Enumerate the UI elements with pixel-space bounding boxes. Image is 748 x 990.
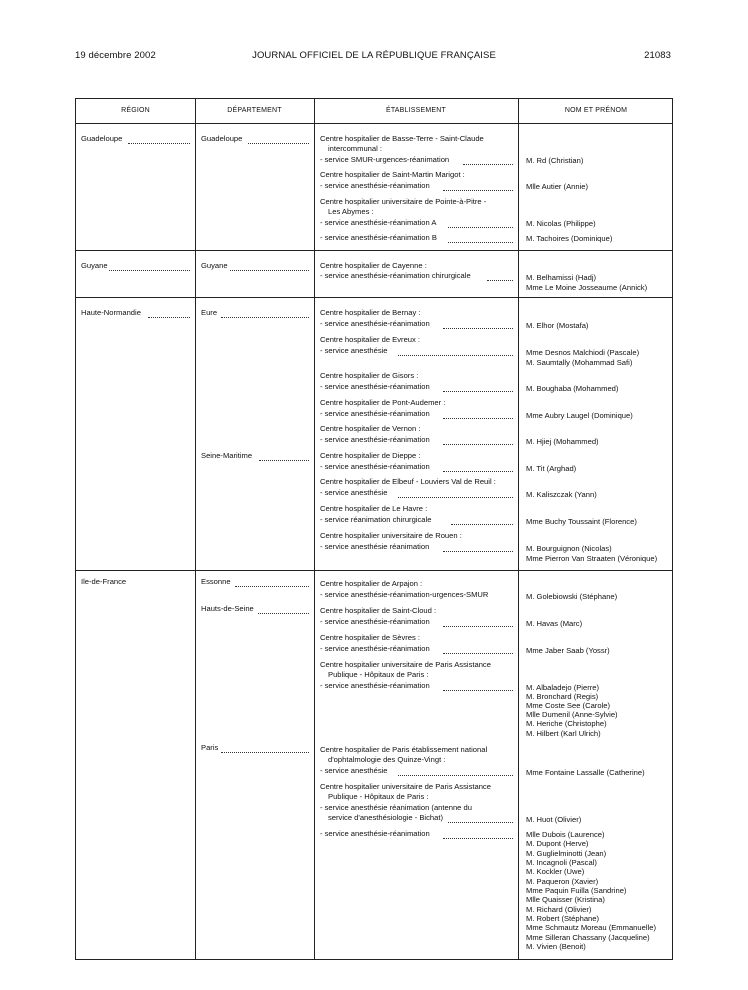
person-name: Mme Desnos Malchiodi (Pascale) xyxy=(526,348,640,357)
leader-dots xyxy=(448,242,513,243)
service-line: - service anesthésie-réanimation xyxy=(320,617,430,626)
person-name: M. Havas (Marc) xyxy=(526,619,583,628)
person-name: Mme Fontaine Lassalle (Catherine) xyxy=(526,768,645,777)
etablissement-line: Centre hospitalier de Elbeuf - Louviers Val de Reuil : xyxy=(320,477,496,486)
person-name: Mlle Dumenil (Anne-Sylvie) xyxy=(526,710,618,719)
person-name: M. Kaliszczak (Yann) xyxy=(526,490,597,499)
service-line: - service anesthésie-réanimation xyxy=(320,829,430,838)
service-line: - service anesthésie réanimation xyxy=(320,542,430,551)
service-line: - service anesthésie xyxy=(320,346,388,355)
departement-guadeloupe: Guadeloupe xyxy=(201,134,243,143)
person-name: M. Guglielminotti (Jean) xyxy=(526,849,607,858)
leader-dots xyxy=(258,613,309,614)
person-name: M. Richard (Olivier) xyxy=(526,905,592,914)
leader-dots xyxy=(221,317,309,318)
leader-dots xyxy=(463,164,513,165)
leader-dots xyxy=(443,444,513,445)
departement-hauts-de-seine: Hauts-de-Seine xyxy=(201,604,254,613)
person-name: Mlle Autier (Annie) xyxy=(526,182,589,191)
etablissement-line: Centre hospitalier de Saint-Cloud : xyxy=(320,606,437,615)
service-line: - service anesthésie-réanimation B xyxy=(320,233,437,242)
person-name: M. Robert (Stéphane) xyxy=(526,914,600,923)
etablissement-line: Centre hospitalier de Gisors : xyxy=(320,371,419,380)
person-name: M. Kockler (Uwe) xyxy=(526,867,585,876)
service-line: service d'anesthésiologie - Bichat) xyxy=(328,813,443,822)
service-line: - service anesthésie-réanimation xyxy=(320,435,430,444)
column-header-etablissement: ÉTABLISSEMENT xyxy=(385,107,447,114)
region-separator xyxy=(76,570,672,571)
person-name: Mme Pierron Van Straaten (Véronique) xyxy=(526,554,658,563)
region-haute-normandie: Haute-Normandie xyxy=(81,308,141,317)
etablissement-line: Centre hospitalier de Cayenne : xyxy=(320,261,427,270)
leader-dots xyxy=(443,391,513,392)
leader-dots xyxy=(443,328,513,329)
person-name: M. Vivien (Benoit) xyxy=(526,942,586,951)
service-line: - service anesthésie-réanimation xyxy=(320,644,430,653)
service-line: - service anesthésie-réanimation xyxy=(320,319,430,328)
person-name: Mme Silleran Chassany (Jacqueline) xyxy=(526,933,650,942)
leader-dots xyxy=(443,190,513,191)
leader-dots xyxy=(248,143,309,144)
service-line: - service anesthésie xyxy=(320,488,388,497)
person-name: M. Bronchard (Regis) xyxy=(526,692,599,701)
departement-eure: Eure xyxy=(201,308,218,317)
person-name: Mme Le Moine Josseaume (Annick) xyxy=(526,283,648,292)
etablissement-line: Centre hospitalier universitaire de Paris Assistance xyxy=(320,782,491,791)
person-name: M. Incagnoli (Pascal) xyxy=(526,858,597,867)
leader-dots xyxy=(448,822,513,823)
person-name: M. Huot (Olivier) xyxy=(526,815,582,824)
region-separator xyxy=(76,250,672,251)
person-name: M. Boughaba (Mohammed) xyxy=(526,384,619,393)
person-name: Mlle Dubois (Laurence) xyxy=(526,830,605,839)
person-name: Mme Aubry Laugel (Dominique) xyxy=(526,411,633,420)
leader-dots xyxy=(443,471,513,472)
column-divider xyxy=(518,99,519,959)
service-line: - service anesthésie-réanimation xyxy=(320,462,430,471)
person-name: M. Saumtally (Mohammad Safi) xyxy=(526,358,633,367)
etablissement-line: Centre hospitalier de Evreux : xyxy=(320,335,421,344)
leader-dots xyxy=(443,690,513,691)
leader-dots xyxy=(443,838,513,839)
service-line: - service réanimation chirurgicale xyxy=(320,515,432,524)
etablissement-line: Centre hospitalier de Pont-Audemer : xyxy=(320,398,446,407)
leader-dots xyxy=(448,227,513,228)
person-name: M. Albaladejo (Pierre) xyxy=(526,683,600,692)
column-divider xyxy=(314,99,315,959)
header-separator xyxy=(76,123,672,124)
region-ile-de-france: Ile-de-France xyxy=(81,577,127,586)
person-name: M. Elhor (Mostafa) xyxy=(526,321,589,330)
region-separator xyxy=(76,297,672,298)
appointments-table xyxy=(75,98,673,960)
service-line: - service SMUR-urgences-réanimation xyxy=(320,155,450,164)
etablissement-line: Centre hospitalier de Paris établissement national xyxy=(320,745,488,754)
person-name: Mlle Quaisser (Kristina) xyxy=(526,895,605,904)
person-name: Mme Jaber Saab (Yossr) xyxy=(526,646,610,655)
person-name: Mme Schmautz Moreau (Emmanuelle) xyxy=(526,923,656,932)
etablissement-line: Centre hospitalier de Arpajon : xyxy=(320,579,423,588)
person-name: M. Belhamissi (Hadj) xyxy=(526,273,597,282)
service-line: - service anesthésie-réanimation xyxy=(320,681,430,690)
column-header-region: RÉGION xyxy=(121,107,150,114)
etablissement-line: Centre hospitalier de Saint-Martin Marigot : xyxy=(320,170,465,179)
page-number: 21083 xyxy=(644,50,671,61)
etablissement-line: d'ophtalmologie des Quinze-Vingt : xyxy=(328,755,446,764)
person-name: M. Dupont (Herve) xyxy=(526,839,589,848)
service-line: - service anesthésie réanimation (antenne du xyxy=(320,803,472,812)
column-header-nom-prenom: NOM ET PRÉNOM xyxy=(564,107,628,114)
person-name: M. Rd (Christian) xyxy=(526,156,584,165)
person-name: Mme Buchy Toussaint (Florence) xyxy=(526,517,637,526)
service-line: - service anesthésie-réanimation xyxy=(320,181,430,190)
leader-dots xyxy=(148,317,190,318)
leader-dots xyxy=(443,418,513,419)
leader-dots xyxy=(443,551,513,552)
person-name: M. Nicolas (Philippe) xyxy=(526,219,596,228)
column-header-departement: DÉPARTEMENT xyxy=(227,107,282,114)
etablissement-line: Centre hospitalier de Bernay : xyxy=(320,308,421,317)
region-guadeloupe: Guadeloupe xyxy=(81,134,123,143)
service-line: - service anesthésie-réanimation xyxy=(320,409,430,418)
leader-dots xyxy=(443,653,513,654)
service-line: - service anesthésie xyxy=(320,766,388,775)
departement-essonne: Essonne xyxy=(201,577,231,586)
leader-dots xyxy=(128,143,190,144)
etablissement-line: Centre hospitalier de Le Havre : xyxy=(320,504,428,513)
leader-dots xyxy=(398,775,513,776)
leader-dots xyxy=(235,586,309,587)
etablissement-line: Centre hospitalier universitaire de Paris Assistance xyxy=(320,660,491,669)
etablissement-line: Centre hospitalier de Dieppe : xyxy=(320,451,421,460)
column-divider xyxy=(195,99,196,959)
departement-seine-maritime: Seine-Maritime xyxy=(201,451,253,460)
leader-dots xyxy=(259,460,309,461)
region-guyane: Guyane xyxy=(81,261,108,270)
person-name: M. Golebiowski (Stéphane) xyxy=(526,592,618,601)
journal-title: JOURNAL OFFICIEL DE LA RÉPUBLIQUE FRANÇAISE xyxy=(252,50,496,61)
leader-dots xyxy=(398,497,513,498)
person-name: M. Tachoires (Dominique) xyxy=(526,234,613,243)
leader-dots xyxy=(109,270,190,271)
etablissement-line: intercommunal : xyxy=(328,144,383,153)
etablissement-line: Centre hospitalier de Vernon : xyxy=(320,424,421,433)
leader-dots xyxy=(230,270,309,271)
departement-guyane: Guyane xyxy=(201,261,228,270)
service-line: - service anesthésie-réanimation xyxy=(320,382,430,391)
departement-paris: Paris xyxy=(201,743,219,752)
leader-dots xyxy=(221,752,309,753)
etablissement-line: Publique - Hôpitaux de Paris : xyxy=(328,792,429,801)
person-name: M. Tit (Arghad) xyxy=(526,464,577,473)
leader-dots xyxy=(398,355,513,356)
person-name: Mme Paquin Fuilla (Sandrine) xyxy=(526,886,627,895)
person-name: Mme Coste See (Carole) xyxy=(526,701,610,710)
etablissement-line: Centre hospitalier universitaire de Rouen : xyxy=(320,531,462,540)
etablissement-line: Les Abymes : xyxy=(328,207,374,216)
etablissement-line: Centre hospitalier universitaire de Pointe-à-Pitre - xyxy=(320,197,487,206)
person-name: M. Hjiej (Mohammed) xyxy=(526,437,599,446)
service-line: - service anesthésie-réanimation-urgences-SMUR xyxy=(320,590,489,599)
person-name: M. Heriche (Christophe) xyxy=(526,719,607,728)
leader-dots xyxy=(443,626,513,627)
service-line: - service anesthésie-réanimation chirurgicale xyxy=(320,271,471,280)
etablissement-line: Centre hospitalier de Sèvres : xyxy=(320,633,421,642)
leader-dots xyxy=(487,280,513,281)
etablissement-line: Centre hospitalier de Basse-Terre - Saint-Claude xyxy=(320,134,484,143)
person-name: M. Hilbert (Karl Ulrich) xyxy=(526,729,601,738)
person-name: M. Paqueron (Xavier) xyxy=(526,877,599,886)
page-date: 19 décembre 2002 xyxy=(75,50,156,61)
leader-dots xyxy=(451,524,513,525)
person-name: M. Bourguignon (Nicolas) xyxy=(526,544,612,553)
etablissement-line: Publique - Hôpitaux de Paris : xyxy=(328,670,429,679)
service-line: - service anesthésie-réanimation A xyxy=(320,218,437,227)
